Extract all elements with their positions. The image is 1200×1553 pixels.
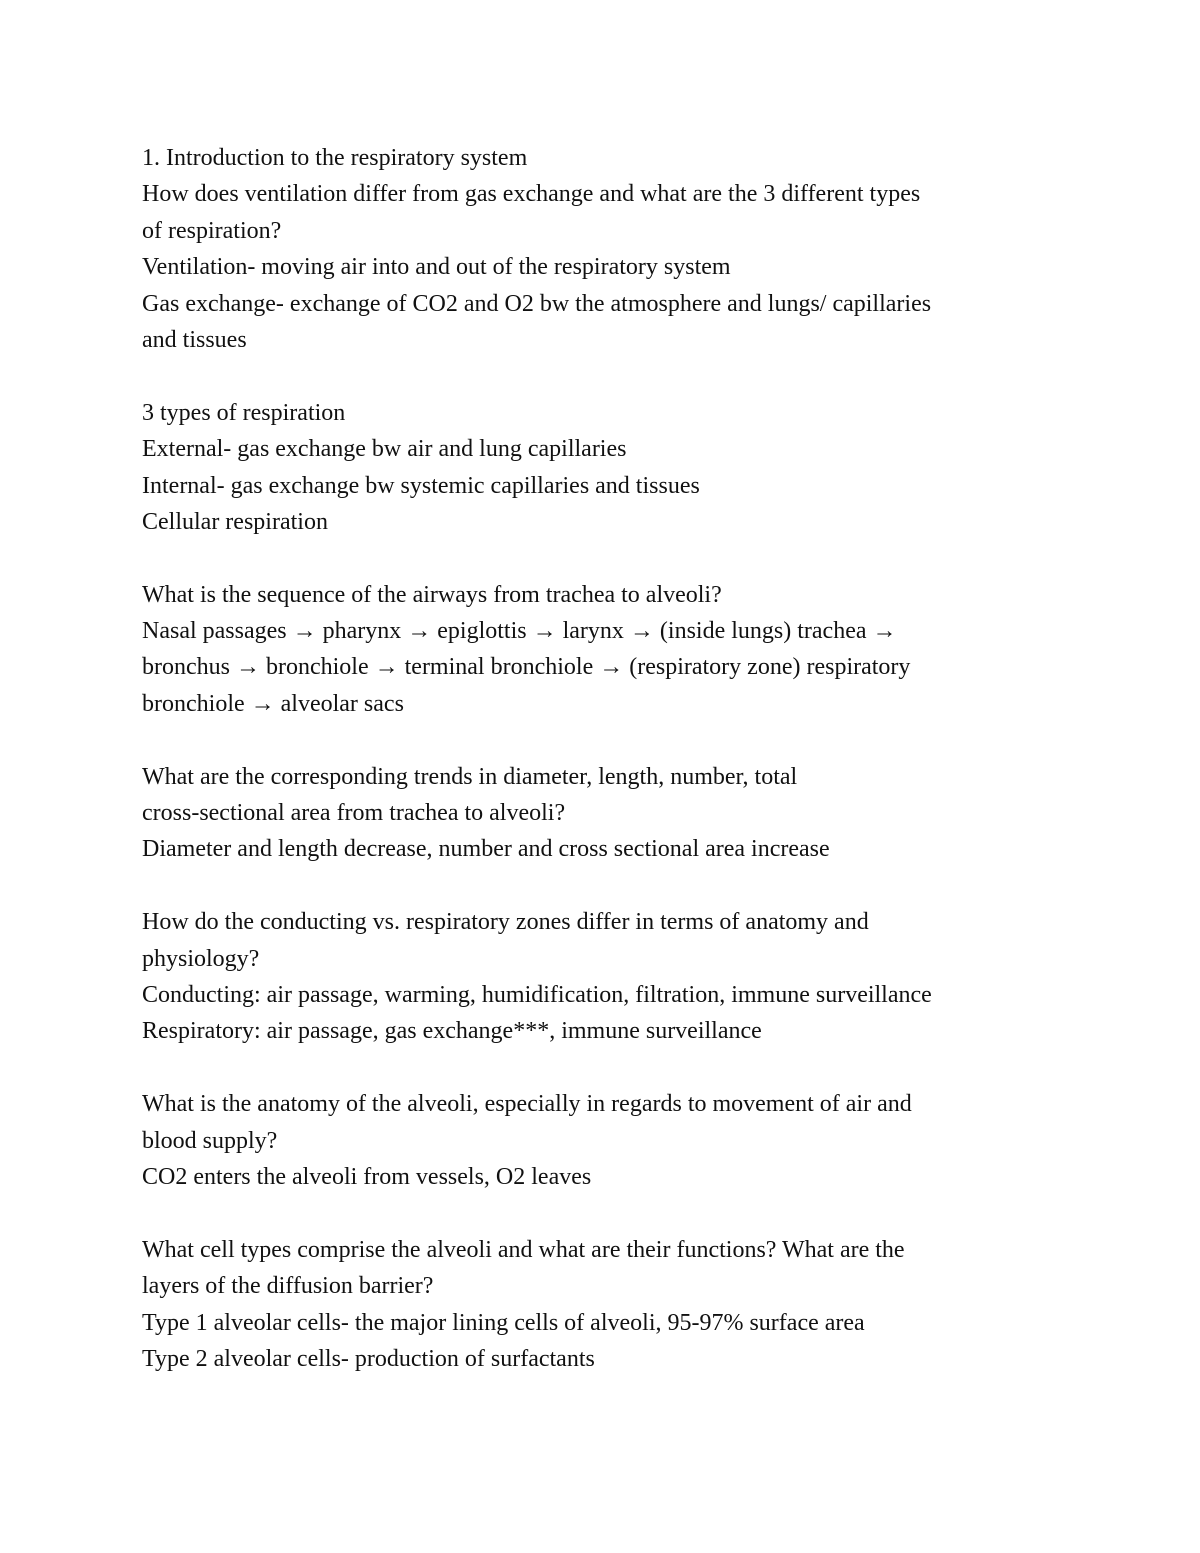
blank-line	[142, 540, 1072, 576]
answer-line: External- gas exchange bw air and lung capillaries	[142, 436, 627, 463]
answer-line: Ventilation- moving air into and out of the respiratory system	[142, 254, 731, 281]
question-line: physiology?	[142, 945, 260, 972]
section-heading: 1. Introduction to the respiratory system	[142, 145, 528, 171]
answer-line: Nasal passages → pharynx → epiglottis → larynx → (inside lungs) trachea →	[142, 618, 897, 645]
question-line: What is the sequence of the airways from trachea to alveoli?	[142, 581, 722, 608]
blank-line	[142, 868, 1072, 904]
answer-line: Diameter and length decrease, number and cross sectional area increase	[142, 836, 830, 863]
question-line: What are the corresponding trends in diameter, length, number, total	[142, 763, 798, 790]
question-line: How does ventilation differ from gas exchange and what are the 3 different types	[142, 181, 921, 208]
blank-line	[142, 1195, 1072, 1231]
answer-line: CO2 enters the alveoli from vessels, O2 leaves	[142, 1163, 592, 1190]
question-line: What is the anatomy of the alveoli, especially in regards to movement of air and	[142, 1091, 912, 1118]
blank-line	[142, 722, 1072, 758]
answer-line: and tissues	[142, 326, 247, 353]
blank-line	[142, 1050, 1072, 1086]
answer-line: Internal- gas exchange bw systemic capillaries and tissues	[142, 472, 700, 499]
question-line: blood supply?	[142, 1127, 278, 1154]
question-line: layers of the diffusion barrier?	[142, 1273, 434, 1300]
question-line: What cell types comprise the alveoli and what are their functions? What are the	[142, 1236, 905, 1263]
answer-line: Respiratory: air passage, gas exchange***, immune surveillance	[142, 1018, 762, 1045]
answer-line: Cellular respiration	[142, 508, 328, 535]
blank-line	[142, 358, 1072, 394]
answer-line: Conducting: air passage, warming, humidification, filtration, immune surveillance	[142, 981, 932, 1008]
answer-line: 3 types of respiration	[142, 399, 346, 426]
question-line: How do the conducting vs. respiratory zones differ in terms of anatomy and	[142, 909, 869, 936]
answer-line: Type 1 alveolar cells- the major lining cells of alveoli, 95-97% surface area	[142, 1309, 865, 1336]
question-line: of respiration?	[142, 217, 282, 244]
answer-line: Type 2 alveolar cells- production of surfactants	[142, 1345, 595, 1372]
answer-line: Gas exchange- exchange of CO2 and O2 bw the atmosphere and lungs/ capillaries	[142, 290, 932, 317]
answer-line: bronchus → bronchiole → terminal bronchiole → (respiratory zone) respiratory	[142, 654, 911, 681]
document-body	[142, 140, 1072, 1377]
question-line: cross-sectional area from trachea to alveoli?	[142, 800, 566, 827]
answer-line: bronchiole → alveolar sacs	[142, 690, 404, 717]
